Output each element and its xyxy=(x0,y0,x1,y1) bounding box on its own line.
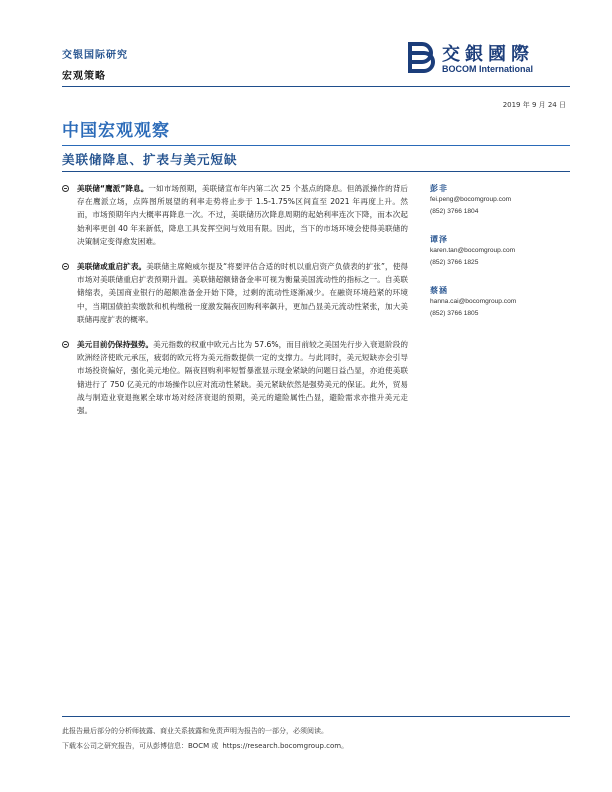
analyst-phone: (852) 3766 1804 xyxy=(430,207,479,215)
department-name: 宏观策略 xyxy=(62,71,106,82)
research-link[interactable]: https://research.bocomgroup.com。 xyxy=(222,742,349,750)
paragraph-text: 美联储主席鲍威尔提及“将要评估合适的时机以重启资产负债表的扩张”，使得市场对美联储重启扩表预期升温。美联储超额储备金率可视为衡量美国流动性的指标之一。自美联储缩表，美国商业银行的超额准备金开始下降，过剩的流动性逐渐减少。在融资环境趋紧的环境中，当期国债拍卖缴款和机构缴税一度激发隔夜回购利率飙升，更加凸显美元流动性紧张，加大美联储再度扩表的概率。 xyxy=(77,262,409,324)
summary-body xyxy=(62,182,408,429)
analyst-phone: (852) 3766 1805 xyxy=(430,309,479,317)
analyst-email[interactable]: fei.peng@bocomgroup.com xyxy=(430,196,512,203)
title-divider xyxy=(62,145,570,146)
subtitle-divider xyxy=(62,171,570,172)
footer-disclaimer: 此报告最后部分的分析师披露、商业关系披露和免责声明为报告的一部分，必须阅读。 xyxy=(62,727,328,735)
report-date: 2019 年 9 月 24 日 xyxy=(502,101,566,109)
analyst-name: 蔡涵 xyxy=(430,286,448,295)
summary-paragraph xyxy=(62,182,408,248)
analyst-name: 谭泽 xyxy=(430,235,448,244)
analyst-contacts xyxy=(430,183,570,336)
header-left xyxy=(62,46,128,82)
logo-english-text: BOCOM International xyxy=(442,64,534,74)
header-divider xyxy=(62,86,570,87)
footer-download-note xyxy=(62,741,352,751)
download-prefix: 下载本公司之研究报告，可从彭博信息：BOCM 或 xyxy=(62,742,219,750)
org-name: 交银国际研究 xyxy=(62,50,128,61)
analyst-phone: (852) 3766 1825 xyxy=(430,258,479,266)
bullet-icon xyxy=(62,341,69,348)
company-logo xyxy=(400,40,560,76)
analyst-email[interactable]: hanna.cai@bocomgroup.com xyxy=(430,298,517,305)
analyst-card xyxy=(430,183,570,217)
bocom-emblem-icon xyxy=(402,40,436,74)
analyst-card xyxy=(430,285,570,319)
report-subtitle: 美联储降息、扩表与美元短缺 xyxy=(62,152,238,167)
analyst-card xyxy=(430,234,570,268)
paragraph-text: 一如市场预期，美联储宣布年内第二次 25 个基点的降息。但鸽派操作的背后存在鹰派立场，点阵图所展望的利率走势将止步于 1.5-1.75%区间直至 2021 年再度上升。然而，市场预期年内大概率再降息一次。不过，美联储历次降息周期的起始利率连次下降，而本次起始利率更创 40 年来新低，降息工具发挥空间与效用有限。因此，当下的市场环境会使得美联储的决策制定变得愈发困难。 xyxy=(77,184,408,246)
summary-paragraph xyxy=(62,338,408,417)
paragraph-lead: 美联储或重启扩表。 xyxy=(77,262,147,272)
bullet-icon xyxy=(62,185,69,192)
summary-paragraph xyxy=(62,260,408,326)
bullet-icon xyxy=(62,263,69,270)
report-title: 中国宏观观察 xyxy=(62,121,170,141)
paragraph-text: 美元指数的权重中欧元占比为 57.6%，而目前较之美国先行步入衰退阶段的欧洲经济使欧元承压，疲弱的欧元将为美元指数提供一定的支撑力。与此同时，美元短缺亦会引导市场投资偏好，强化美元地位。隔夜回购利率短暂暴涨显示现金紧缺的问题日益凸显，亦迫使美联储进行了 750 亿美元的市场操作以应对流动性紧缺。美元紧缺依然是强势美元的保证。此外，贸易战与制造业衰退拖累全球市场对经济衰退的预期，美元的避险属性凸显，避险需求亦推升美元走强。 xyxy=(77,340,408,416)
analyst-email[interactable]: karen.tan@bocomgroup.com xyxy=(430,247,516,254)
footer-divider xyxy=(62,716,570,717)
paragraph-lead: 美联储“鹰派”降息。 xyxy=(77,184,149,193)
logo-chinese-text: 交銀國際 xyxy=(442,44,534,65)
analyst-name: 彭非 xyxy=(430,184,448,193)
paragraph-lead: 美元目前仍保持强势。 xyxy=(77,340,154,350)
